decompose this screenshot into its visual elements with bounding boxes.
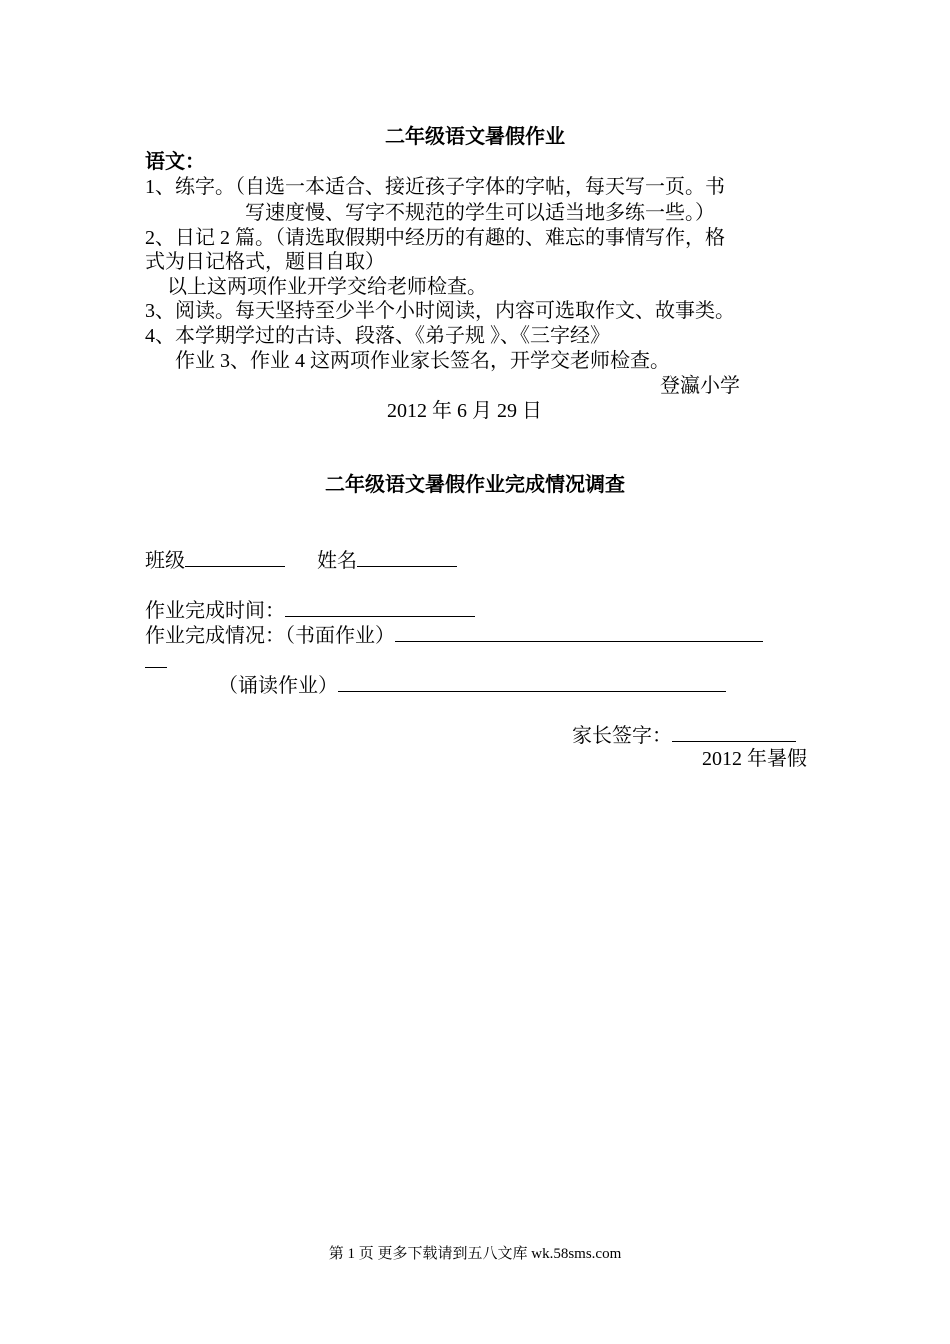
assignment-date: 2012 年 6 月 29 日 bbox=[387, 400, 542, 422]
class-blank bbox=[185, 546, 285, 567]
completion-time-field bbox=[145, 596, 475, 624]
written-work-blank-wrap bbox=[145, 647, 167, 675]
written-work-blank bbox=[395, 621, 763, 642]
recitation-field bbox=[218, 671, 726, 699]
parent-signature-blank bbox=[672, 721, 796, 742]
item3: 3、阅读。每天坚持至少半个小时阅读，内容可选取作文、故事类。 bbox=[145, 300, 735, 322]
completion-time-label: 作业完成时间： bbox=[145, 600, 285, 622]
note-check-teacher: 以上这两项作业开学交给老师检查。 bbox=[167, 276, 487, 298]
completion-status-label: 作业完成情况： bbox=[145, 625, 285, 647]
written-work-label: （书面作业） bbox=[285, 625, 395, 647]
parent-signature-label: 家长签字： bbox=[572, 725, 672, 747]
parent-signature-field bbox=[572, 721, 796, 749]
page-footer: 第 1 页 更多下载请到五八文库 wk.58sms.com bbox=[328, 1246, 622, 1262]
item1-line1: 1、练字。（自选一本适合、接近孩子字体的字帖，每天写一页。书 bbox=[145, 176, 725, 198]
class-field bbox=[145, 546, 285, 574]
recitation-blank bbox=[338, 671, 726, 692]
survey-period: 2012 年暑假 bbox=[702, 748, 807, 770]
name-blank bbox=[357, 546, 457, 567]
item1-line2: 写速度慢、写字不规范的学生可以适当地多练一些。） bbox=[245, 202, 715, 224]
school-name: 登瀛小学 bbox=[660, 375, 740, 397]
recitation-label: （诵读作业） bbox=[218, 675, 338, 697]
written-work-blank-continued bbox=[145, 647, 167, 668]
name-label: 姓名 bbox=[317, 550, 357, 572]
class-label: 班级 bbox=[145, 550, 185, 572]
item2-line2: 式为日记格式，题目自取） bbox=[145, 251, 385, 273]
item4: 4、本学期学过的古诗、段落、《弟子规 》、《三字经》 bbox=[145, 325, 610, 347]
completion-status-field bbox=[145, 621, 763, 649]
completion-time-blank bbox=[285, 596, 475, 617]
subject-heading: 语文： bbox=[145, 151, 205, 173]
assignment-title: 二年级语文暑假作业 bbox=[385, 126, 565, 148]
note-parent-sign: 作业 3、作业 4 这两项作业家长签名，开学交老师检查。 bbox=[175, 350, 670, 372]
name-field bbox=[317, 546, 457, 574]
item2-line1: 2、日记 2 篇。（请选取假期中经历的有趣的、难忘的事情写作，格 bbox=[145, 227, 725, 249]
survey-title: 二年级语文暑假作业完成情况调查 bbox=[325, 474, 625, 496]
